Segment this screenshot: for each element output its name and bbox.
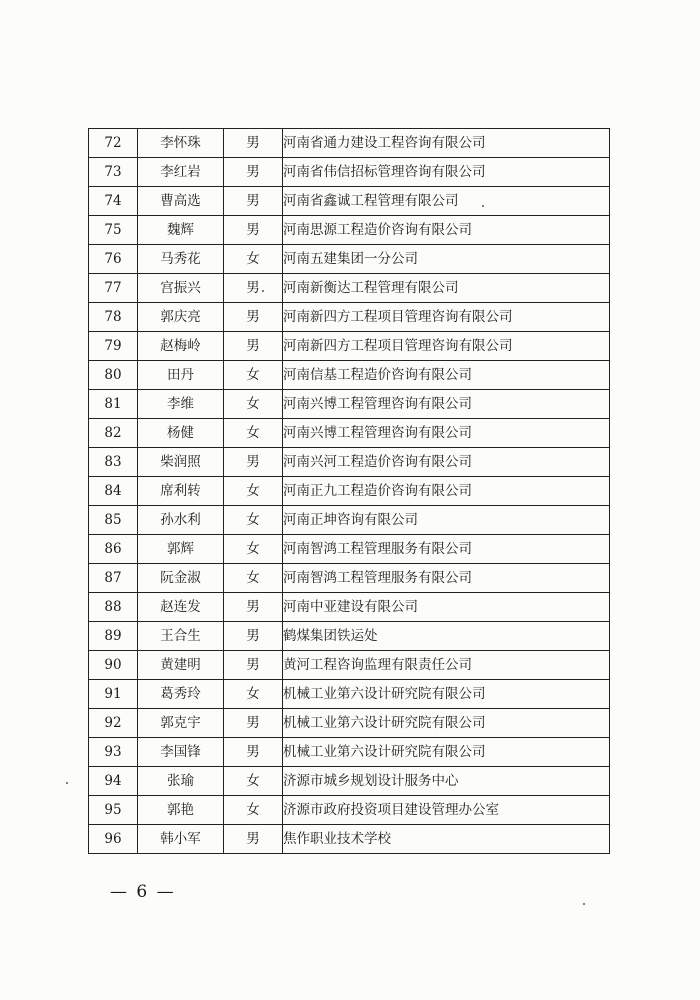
organization-cell: 机械工业第六设计研究院有限公司	[283, 738, 610, 767]
row-number-cell: 95	[89, 796, 138, 825]
name-cell: 阮金淑	[138, 564, 224, 593]
gender-cell: 男	[224, 216, 283, 245]
scan-speck	[482, 205, 484, 207]
gender-cell: 女	[224, 361, 283, 390]
roster-table	[88, 128, 610, 854]
row-number-cell: 78	[89, 303, 138, 332]
row-number-cell: 90	[89, 651, 138, 680]
row-number-cell: 73	[89, 158, 138, 187]
gender-cell: 男	[224, 158, 283, 187]
organization-cell: 河南五建集团一分公司	[283, 245, 610, 274]
table-row	[89, 332, 610, 361]
organization-cell: 河南思源工程造价咨询有限公司	[283, 216, 610, 245]
gender-cell: 女	[224, 506, 283, 535]
table-row	[89, 564, 610, 593]
scan-speck	[262, 290, 264, 292]
gender-cell: 女	[224, 767, 283, 796]
row-number-cell: 82	[89, 419, 138, 448]
scan-speck	[66, 782, 68, 784]
gender-cell: 男	[224, 622, 283, 651]
roster-table-body	[89, 129, 610, 854]
gender-cell: 男	[224, 274, 283, 303]
organization-cell: 河南新衡达工程管理有限公司	[283, 274, 610, 303]
organization-cell: 河南新四方工程项目管理咨询有限公司	[283, 332, 610, 361]
page-number: — 6 —	[110, 882, 176, 902]
table-row	[89, 187, 610, 216]
gender-cell: 男	[224, 709, 283, 738]
organization-cell: 河南兴博工程管理咨询有限公司	[283, 419, 610, 448]
gender-cell: 女	[224, 680, 283, 709]
row-number-cell: 74	[89, 187, 138, 216]
gender-cell: 男	[224, 332, 283, 361]
scan-speck	[583, 903, 585, 905]
name-cell: 韩小军	[138, 825, 224, 854]
organization-cell: 河南信基工程造价咨询有限公司	[283, 361, 610, 390]
organization-cell: 河南正九工程造价咨询有限公司	[283, 477, 610, 506]
row-number-cell: 76	[89, 245, 138, 274]
name-cell: 曹高选	[138, 187, 224, 216]
gender-cell: 女	[224, 477, 283, 506]
row-number-cell: 88	[89, 593, 138, 622]
row-number-cell: 87	[89, 564, 138, 593]
organization-cell: 黄河工程咨询监理有限责任公司	[283, 651, 610, 680]
table-row	[89, 361, 610, 390]
row-number-cell: 96	[89, 825, 138, 854]
table-row	[89, 448, 610, 477]
gender-cell: 男	[224, 187, 283, 216]
gender-cell: 女	[224, 535, 283, 564]
organization-cell: 机械工业第六设计研究院有限公司	[283, 709, 610, 738]
table-row	[89, 593, 610, 622]
row-number-cell: 79	[89, 332, 138, 361]
table-row	[89, 506, 610, 535]
table-row	[89, 245, 610, 274]
name-cell: 李怀珠	[138, 129, 224, 158]
row-number-cell: 84	[89, 477, 138, 506]
table-row	[89, 767, 610, 796]
table-row	[89, 825, 610, 854]
gender-cell: 女	[224, 564, 283, 593]
row-number-cell: 94	[89, 767, 138, 796]
row-number-cell: 93	[89, 738, 138, 767]
organization-cell: 河南兴博工程管理咨询有限公司	[283, 390, 610, 419]
row-number-cell: 75	[89, 216, 138, 245]
table-row	[89, 622, 610, 651]
table-row	[89, 738, 610, 767]
name-cell: 魏辉	[138, 216, 224, 245]
name-cell: 杨健	[138, 419, 224, 448]
table-row	[89, 390, 610, 419]
name-cell: 赵梅岭	[138, 332, 224, 361]
row-number-cell: 92	[89, 709, 138, 738]
row-number-cell: 89	[89, 622, 138, 651]
organization-cell: 河南中亚建设有限公司	[283, 593, 610, 622]
gender-cell: 女	[224, 796, 283, 825]
organization-cell: 河南智鸿工程管理服务有限公司	[283, 535, 610, 564]
row-number-cell: 77	[89, 274, 138, 303]
table-row	[89, 303, 610, 332]
gender-cell: 男	[224, 448, 283, 477]
name-cell: 郭克宇	[138, 709, 224, 738]
organization-cell: 河南省鑫诚工程管理有限公司	[283, 187, 610, 216]
organization-cell: 机械工业第六设计研究院有限公司	[283, 680, 610, 709]
gender-cell: 男	[224, 303, 283, 332]
gender-cell: 男	[224, 825, 283, 854]
organization-cell: 济源市政府投资项目建设管理办公室	[283, 796, 610, 825]
name-cell: 黄建明	[138, 651, 224, 680]
row-number-cell: 80	[89, 361, 138, 390]
organization-cell: 河南兴河工程造价咨询有限公司	[283, 448, 610, 477]
name-cell: 葛秀玲	[138, 680, 224, 709]
organization-cell: 河南省伟信招标管理咨询有限公司	[283, 158, 610, 187]
name-cell: 李国锋	[138, 738, 224, 767]
row-number-cell: 72	[89, 129, 138, 158]
organization-cell: 鹤煤集团铁运处	[283, 622, 610, 651]
table-row	[89, 274, 610, 303]
name-cell: 郭庆亮	[138, 303, 224, 332]
row-number-cell: 81	[89, 390, 138, 419]
organization-cell: 河南新四方工程项目管理咨询有限公司	[283, 303, 610, 332]
gender-cell: 男	[224, 129, 283, 158]
row-number-cell: 83	[89, 448, 138, 477]
organization-cell: 河南智鸿工程管理服务有限公司	[283, 564, 610, 593]
table-row	[89, 477, 610, 506]
table-row	[89, 709, 610, 738]
name-cell: 宫振兴	[138, 274, 224, 303]
name-cell: 王合生	[138, 622, 224, 651]
name-cell: 赵连发	[138, 593, 224, 622]
name-cell: 张瑜	[138, 767, 224, 796]
name-cell: 李红岩	[138, 158, 224, 187]
name-cell: 孙水利	[138, 506, 224, 535]
row-number-cell: 91	[89, 680, 138, 709]
name-cell: 郭辉	[138, 535, 224, 564]
table-row	[89, 651, 610, 680]
gender-cell: 女	[224, 245, 283, 274]
row-number-cell: 86	[89, 535, 138, 564]
gender-cell: 女	[224, 419, 283, 448]
gender-cell: 女	[224, 390, 283, 419]
organization-cell: 河南省通力建设工程咨询有限公司	[283, 129, 610, 158]
gender-cell: 男	[224, 738, 283, 767]
organization-cell: 焦作职业技术学校	[283, 825, 610, 854]
table-row	[89, 535, 610, 564]
row-number-cell: 85	[89, 506, 138, 535]
table-row	[89, 158, 610, 187]
organization-cell: 济源市城乡规划设计服务中心	[283, 767, 610, 796]
table-row	[89, 680, 610, 709]
table-row	[89, 129, 610, 158]
name-cell: 席利转	[138, 477, 224, 506]
table-row	[89, 216, 610, 245]
organization-cell: 河南正坤咨询有限公司	[283, 506, 610, 535]
table-row	[89, 796, 610, 825]
gender-cell: 男	[224, 593, 283, 622]
name-cell: 郭艳	[138, 796, 224, 825]
table-row	[89, 419, 610, 448]
name-cell: 田丹	[138, 361, 224, 390]
name-cell: 马秀花	[138, 245, 224, 274]
name-cell: 柴润照	[138, 448, 224, 477]
gender-cell: 男	[224, 651, 283, 680]
name-cell: 李维	[138, 390, 224, 419]
